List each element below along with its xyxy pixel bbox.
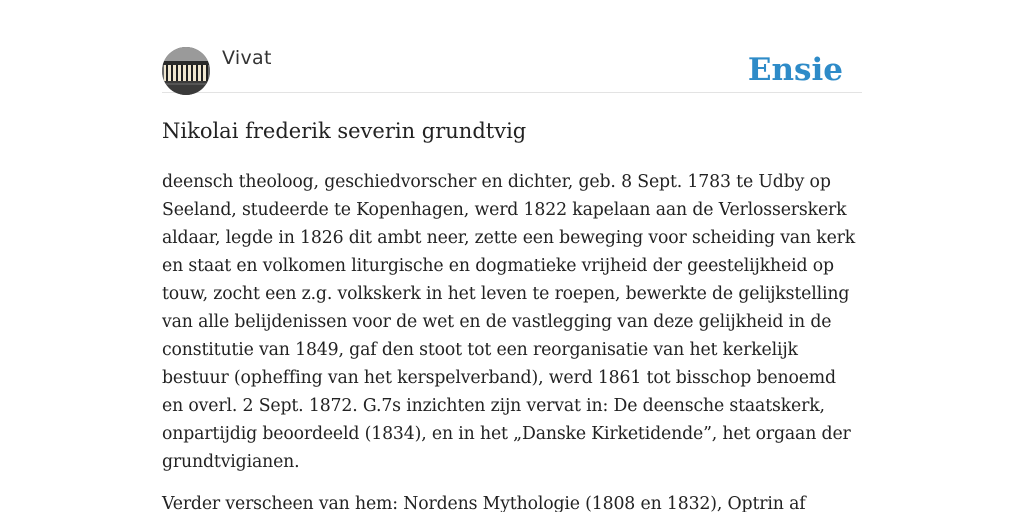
source-name[interactable]: Vivat [222, 47, 272, 69]
article-paragraph: deensch theoloog, geschiedvorscher en dichter, geb. 8 Sept. 1783 te Udby op Seeland, studeerde te Kopenhagen, werd 1822 kapelaan aan de Verlosserskerk aldaar, legde in 1826 dit ambt neer, zette een beweging voor scheiding van kerk en staat en volkomen liturgische en dogmatieke vrijheid der geestelijkheid op touw, zocht een z.g. volkskerk in het leven te roepen, bewerkte de gelijkstelling van alle belijdenissen voor de wet en de vastlegging van deze gelijkheid in de constitutie van 1849, gaf den stoot tot een reorganisatie van het kerkelijk bestuur (opheffing van het kerspelverband), werd 1861 tot bisschop benoemd en overl. 2 Sept. 1872. G.7s inzichten zijn vervat in: De deensche staatskerk, onpartijdig beoordeeld (1834), en in het „Danske Kirketidende”, het orgaan der grundtvigianen. [162, 172, 856, 472]
brand-logo[interactable]: Ensie [747, 52, 843, 88]
header [162, 46, 862, 93]
article-paragraph: Verder verscheen van hem: Nordens Mythologie (1808 en 1832), Optrin af [162, 494, 806, 512]
page-title: Nikolai frederik severin grundtvig [162, 119, 527, 143]
book-spines-icon [162, 47, 210, 95]
article-body [162, 168, 862, 512]
source-avatar[interactable] [162, 47, 210, 95]
